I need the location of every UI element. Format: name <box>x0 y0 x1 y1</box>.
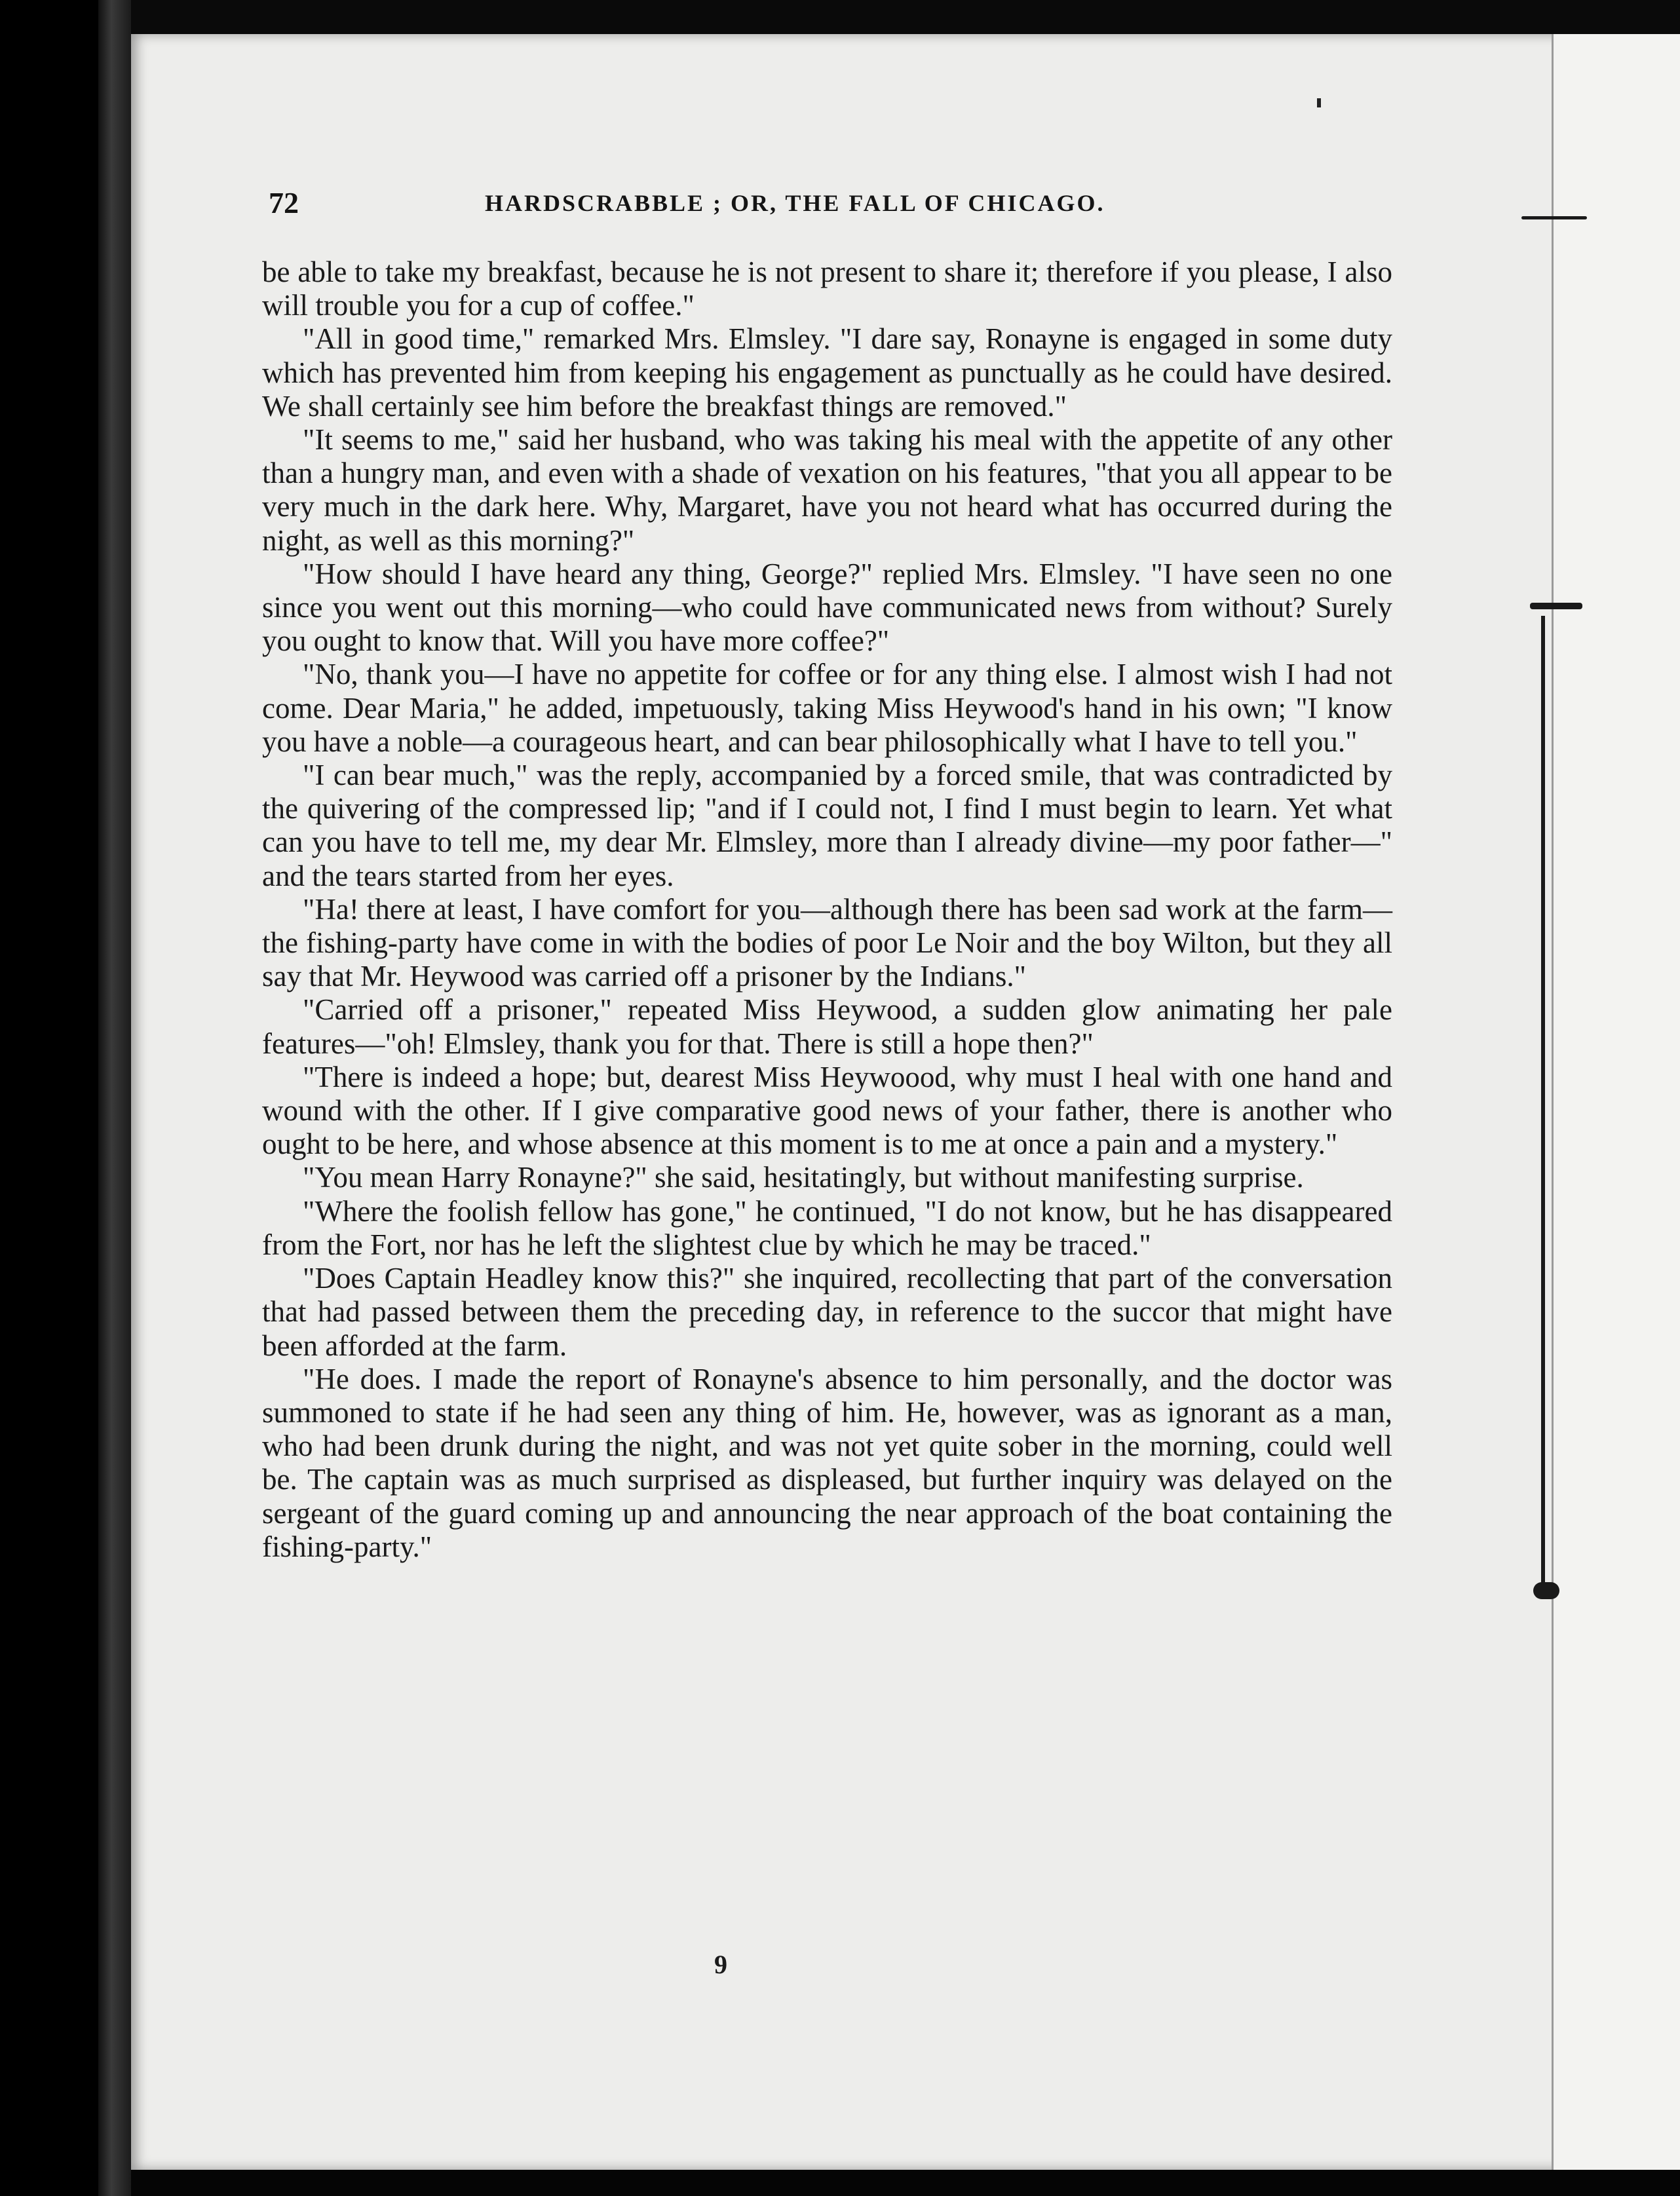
paragraph: "Where the foolish fellow has gone," he continued, "I do not know, but he has disappeared from the Fort, nor has he left the slightest clue by which he may be traced." <box>262 1194 1392 1261</box>
paragraph: "There is indeed a hope; but, dearest Miss Heywoood, why must I heal with one hand and wound with the other. If I give comparative good news of your father, there is another who ought to be here, and whose absence at this moment is to me at once a pain and a mystery." <box>262 1060 1392 1161</box>
top-page-edge <box>131 0 1680 37</box>
paragraph: "I can bear much," was the reply, accompanied by a forced smile, that was contradicted by the quivering of the compressed lip; "and if I could not, I find I must begin to learn. Yet what can you have to tell me, my dear Mr. Elmsley, more than I already divine—my poor father—" and the tears started from her eyes. <box>262 759 1392 892</box>
page-header <box>269 185 1396 225</box>
paragraph: "You mean Harry Ronayne?" she said, hesitatingly, but without manifesting surprise. <box>303 1161 1304 1194</box>
margin-tick <box>1533 1582 1559 1599</box>
paragraph: "Ha! there at least, I have comfort for you—although there has been sad work at the farm—the fishing-party have come in with the bodies of poor Le Noir and the boy Wilton, but they all say that Mr. Heywood was carried off a prisoner by the Indians." <box>262 892 1392 993</box>
margin-tick <box>1530 603 1582 609</box>
paragraph: "Does Captain Headley know this?" she inquired, recollecting that part of the conversation that had passed between them the preceding day, in reference to the succor that might have been afforded at the farm. <box>262 1262 1392 1362</box>
facing-page-strip <box>1552 34 1680 2170</box>
paragraph: "How should I have heard any thing, George?" replied Mrs. Elmsley. "I have seen no one since you went out this morning—who could have communicated news from without? Surely you ought to know that. Will you have more coffee?" <box>262 557 1392 658</box>
paragraph: be able to take my breakfast, because he is not present to share it; therefore if you please, I also will trouble you for a cup of coffee." <box>262 256 1392 322</box>
page-number: 72 <box>269 186 299 219</box>
paragraph: "He does. I made the report of Ronayne's absence to him personally, and the doctor was summoned to state if he had seen any thing of him. He, however, was as ignorant as a man, who had been drunk during the night, and was not yet quite sober in the morning, could well be. The captain was as much surprised as displeased, but further inquiry was delayed on the sergeant of the guard coming up and announcing the near approach of the boat containing the fishing-party." <box>262 1362 1392 1563</box>
binding-shadow <box>98 0 131 2196</box>
margin-rule <box>1541 616 1545 1585</box>
paragraph: "It seems to me," said her husband, who was taking his meal with the appetite of any other than a hungry man, and even with a shade of vexation on his features, "that you all appear to be very much in the dark here. Why, Margaret, have you not heard what has occurred during the night, as well as this morning?" <box>262 423 1392 557</box>
catchword: 9 <box>714 1950 727 1979</box>
body-text <box>262 256 1392 1564</box>
paragraph: "Carried off a prisoner," repeated Miss Heywood, a sudden glow animating her pale features—"oh! Elmsley, thank you for that. There is still a hope then?" <box>262 993 1392 1060</box>
margin-tick-top <box>1521 216 1587 219</box>
ink-speck <box>1317 98 1321 107</box>
book-spine-edge <box>0 0 98 2196</box>
spine-mark <box>26 1048 48 1074</box>
paragraph: "All in good time," remarked Mrs. Elmsley. "I dare say, Ronayne is engaged in some duty which has prevented him from keeping his engagement as punctually as he could have desired. We shall certainly see him before the breakfast things are removed." <box>262 322 1392 423</box>
running-title: HARDSCRABBLE ; OR, THE FALL OF CHICAGO. <box>485 190 1105 216</box>
paragraph: "No, thank you—I have no appetite for coffee or for any thing else. I almost wish I had not come. Dear Maria," he added, impetuously, taking Miss Heywood's hand in his own; "I know you have a noble—a courageous heart, and can bear philosophically what I have to tell you." <box>262 658 1392 758</box>
